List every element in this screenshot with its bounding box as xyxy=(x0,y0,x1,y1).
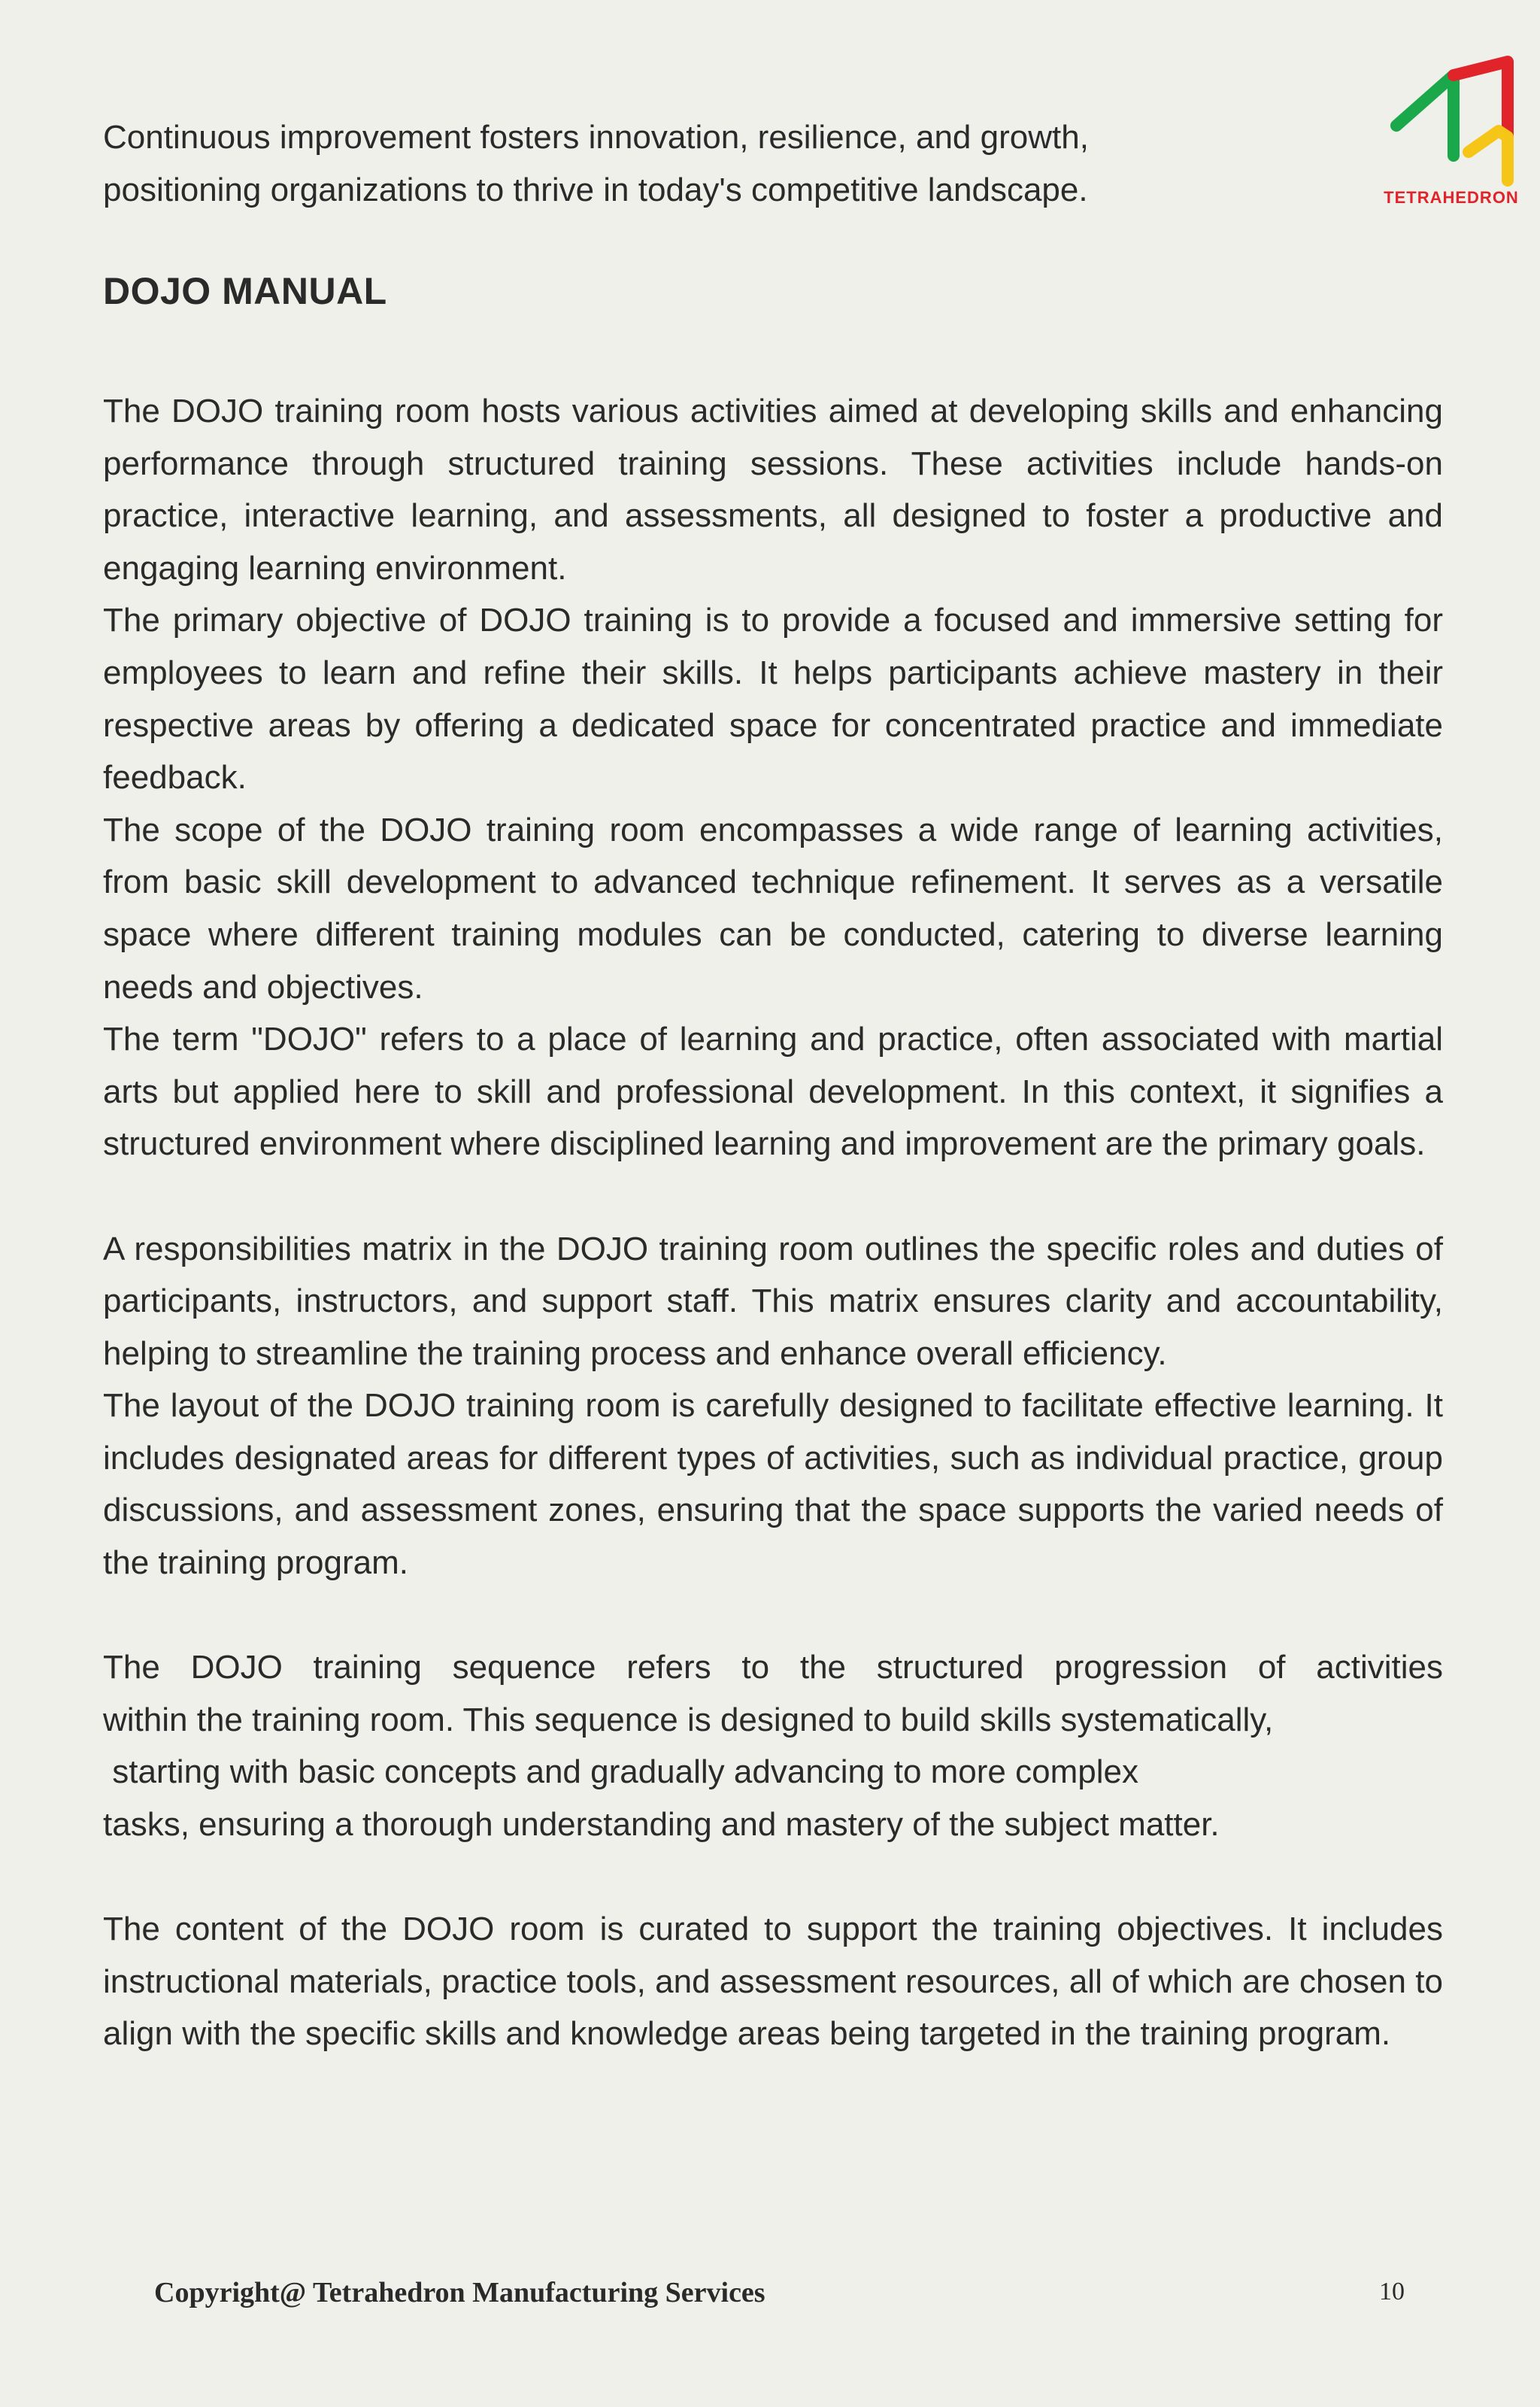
logo-text: TETRAHEDRON xyxy=(1384,188,1519,207)
paragraph-content: The content of the DOJO room is curated to support the training objectives. It includes instructional materials, practice tools, and assessment resources, all of which are chosen to align with the specific skills and knowledge areas being targeted in the training program. xyxy=(103,1911,1443,2053)
paragraph-gap xyxy=(103,1170,1443,1223)
paragraph-gap xyxy=(103,1589,1443,1642)
paragraph-definition: The term "DOJO" refers to a place of learning and practice, often associated with martial arts but applied here to skill and professional development. In this context, it signifies a structured environment where disciplined learning and improvement are the primary goals. xyxy=(103,1021,1443,1163)
paragraph-scope: The scope of the DOJO training room encompasses a wide range of learning activities, from basic skill development to advanced technique refinement. It serves as a versatile space where different training modules can be conducted, catering to diverse learning needs and objectives. xyxy=(103,811,1443,1006)
sequence-line: tasks, ensuring a thorough understanding and mastery of the subject matter. xyxy=(103,1806,1220,1844)
footer-copyright: Copyright@ Tetrahedron Manufacturing Services xyxy=(154,2277,765,2308)
paragraph-activities: The DOJO training room hosts various activities aimed at developing skills and enhancing performance through structured training sessions. These activities include hands-on practice, interactive learning, and assessments, all designed to foster a productive and engaging learning environment. xyxy=(103,393,1443,587)
paragraph-objective: The primary objective of DOJO training is to provide a focused and immersive setting for employees to learn and refine their skills. It helps participants achieve mastery in their respective areas by offering a dedicated space for concentrated practice and immediate feedback. xyxy=(103,602,1443,797)
page-heading: DOJO MANUAL xyxy=(103,270,387,312)
tetrahedron-logo xyxy=(1380,54,1523,212)
sequence-line: starting with basic concepts and gradually advancing to more complex xyxy=(103,1753,1138,1791)
page-number: 10 xyxy=(1379,2278,1405,2305)
paragraph-sequence xyxy=(103,1641,1443,1850)
sequence-line: The DOJO training sequence refers to the structured progression of activities xyxy=(103,1649,1443,1686)
intro-paragraph: Continuous improvement fosters innovation, resilience, and growth, positioning organizations to thrive in today's competitive landscape. xyxy=(103,119,1089,208)
body-text xyxy=(103,385,1443,2060)
sequence-line: within the training room. This sequence is designed to build skills systematically, xyxy=(103,1701,1274,1738)
tetrahedron-logo-icon xyxy=(1380,54,1523,190)
paragraph-layout: The layout of the DOJO training room is carefully designed to facilitate effective learning. It includes designated areas for different types of activities, such as individual practice, group discussions, and assessment zones, ensuring that the space supports the varied needs of the training program. xyxy=(103,1387,1443,1582)
paragraph-gap xyxy=(103,1851,1443,1904)
paragraph-responsibilities: A responsibilities matrix in the DOJO training room outlines the specific roles and duties of participants, instructors, and support staff. This matrix ensures clarity and accountability, helping to streamline the training process and enhance overall efficiency. xyxy=(103,1230,1443,1372)
